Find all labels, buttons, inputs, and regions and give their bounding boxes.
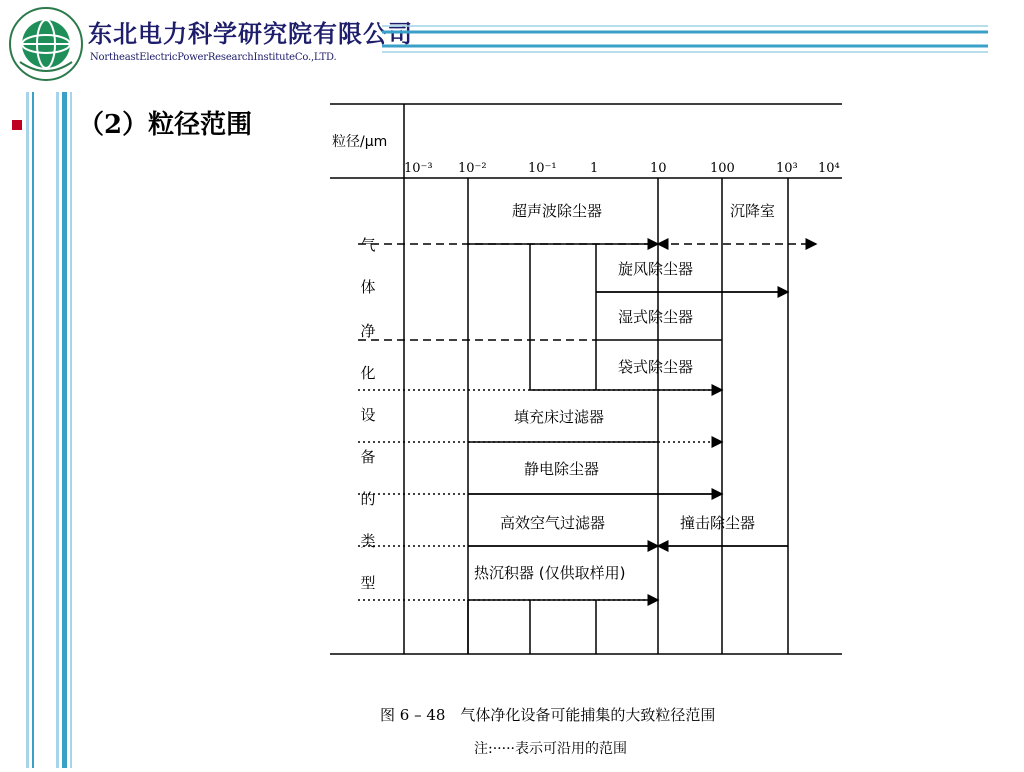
vertical-label-char: 净 (360, 322, 376, 340)
axis-label: 粒径/μm (332, 134, 388, 150)
figure-caption: 图 6 – 48 气体净化设备可能捕集的大致粒径范围 (380, 706, 716, 724)
tick-label: 10⁻³ (404, 161, 433, 176)
device-label: 袋式除尘器 (618, 358, 694, 376)
header-divider (382, 20, 990, 60)
tick-label: 10³ (776, 161, 798, 176)
vertical-label-char: 类 (360, 532, 376, 550)
figure-note: 注:·····表示可沿用的范围 (474, 741, 627, 757)
device-label: 撞击除尘器 (680, 514, 756, 532)
device-label: 沉降室 (730, 202, 776, 220)
vertical-label-char: 备 (360, 448, 376, 466)
device-label: 填充床过滤器 (514, 408, 605, 426)
tick-label: 10 (650, 161, 667, 176)
tick-label: 10⁻² (458, 161, 487, 176)
tick-label: 10⁻¹ (528, 161, 557, 176)
vertical-label-char: 体 (360, 278, 376, 296)
particle-size-diagram (328, 96, 848, 662)
vertical-label-char: 化 (360, 364, 376, 382)
device-label: 旋风除尘器 (618, 260, 694, 278)
company-name-en: NortheastElectricPowerResearchInstituteCo.,LTD. (90, 52, 337, 63)
vertical-label-char: 型 (360, 574, 376, 592)
tick-label: 1 (590, 161, 599, 176)
bullet-marker (12, 120, 22, 130)
section-title: （2）粒径范围 (78, 110, 253, 140)
device-label: 热沉积器 (仅供取样用) (474, 564, 626, 582)
company-name-cn: 东北电力科学研究院有限公司 (88, 20, 413, 48)
tick-label: 10⁴ (818, 161, 840, 176)
vertical-label-char: 气 (360, 236, 376, 254)
left-decoration-bars (26, 92, 76, 768)
device-label: 超声波除尘器 (512, 202, 603, 220)
vertical-label-char: 的 (360, 490, 376, 508)
device-label: 高效空气过滤器 (500, 514, 606, 532)
state-grid-logo (6, 4, 86, 84)
device-label: 湿式除尘器 (618, 308, 694, 326)
tick-label: 100 (710, 161, 735, 176)
vertical-label-char: 设 (360, 406, 376, 424)
device-label: 静电除尘器 (524, 460, 600, 478)
